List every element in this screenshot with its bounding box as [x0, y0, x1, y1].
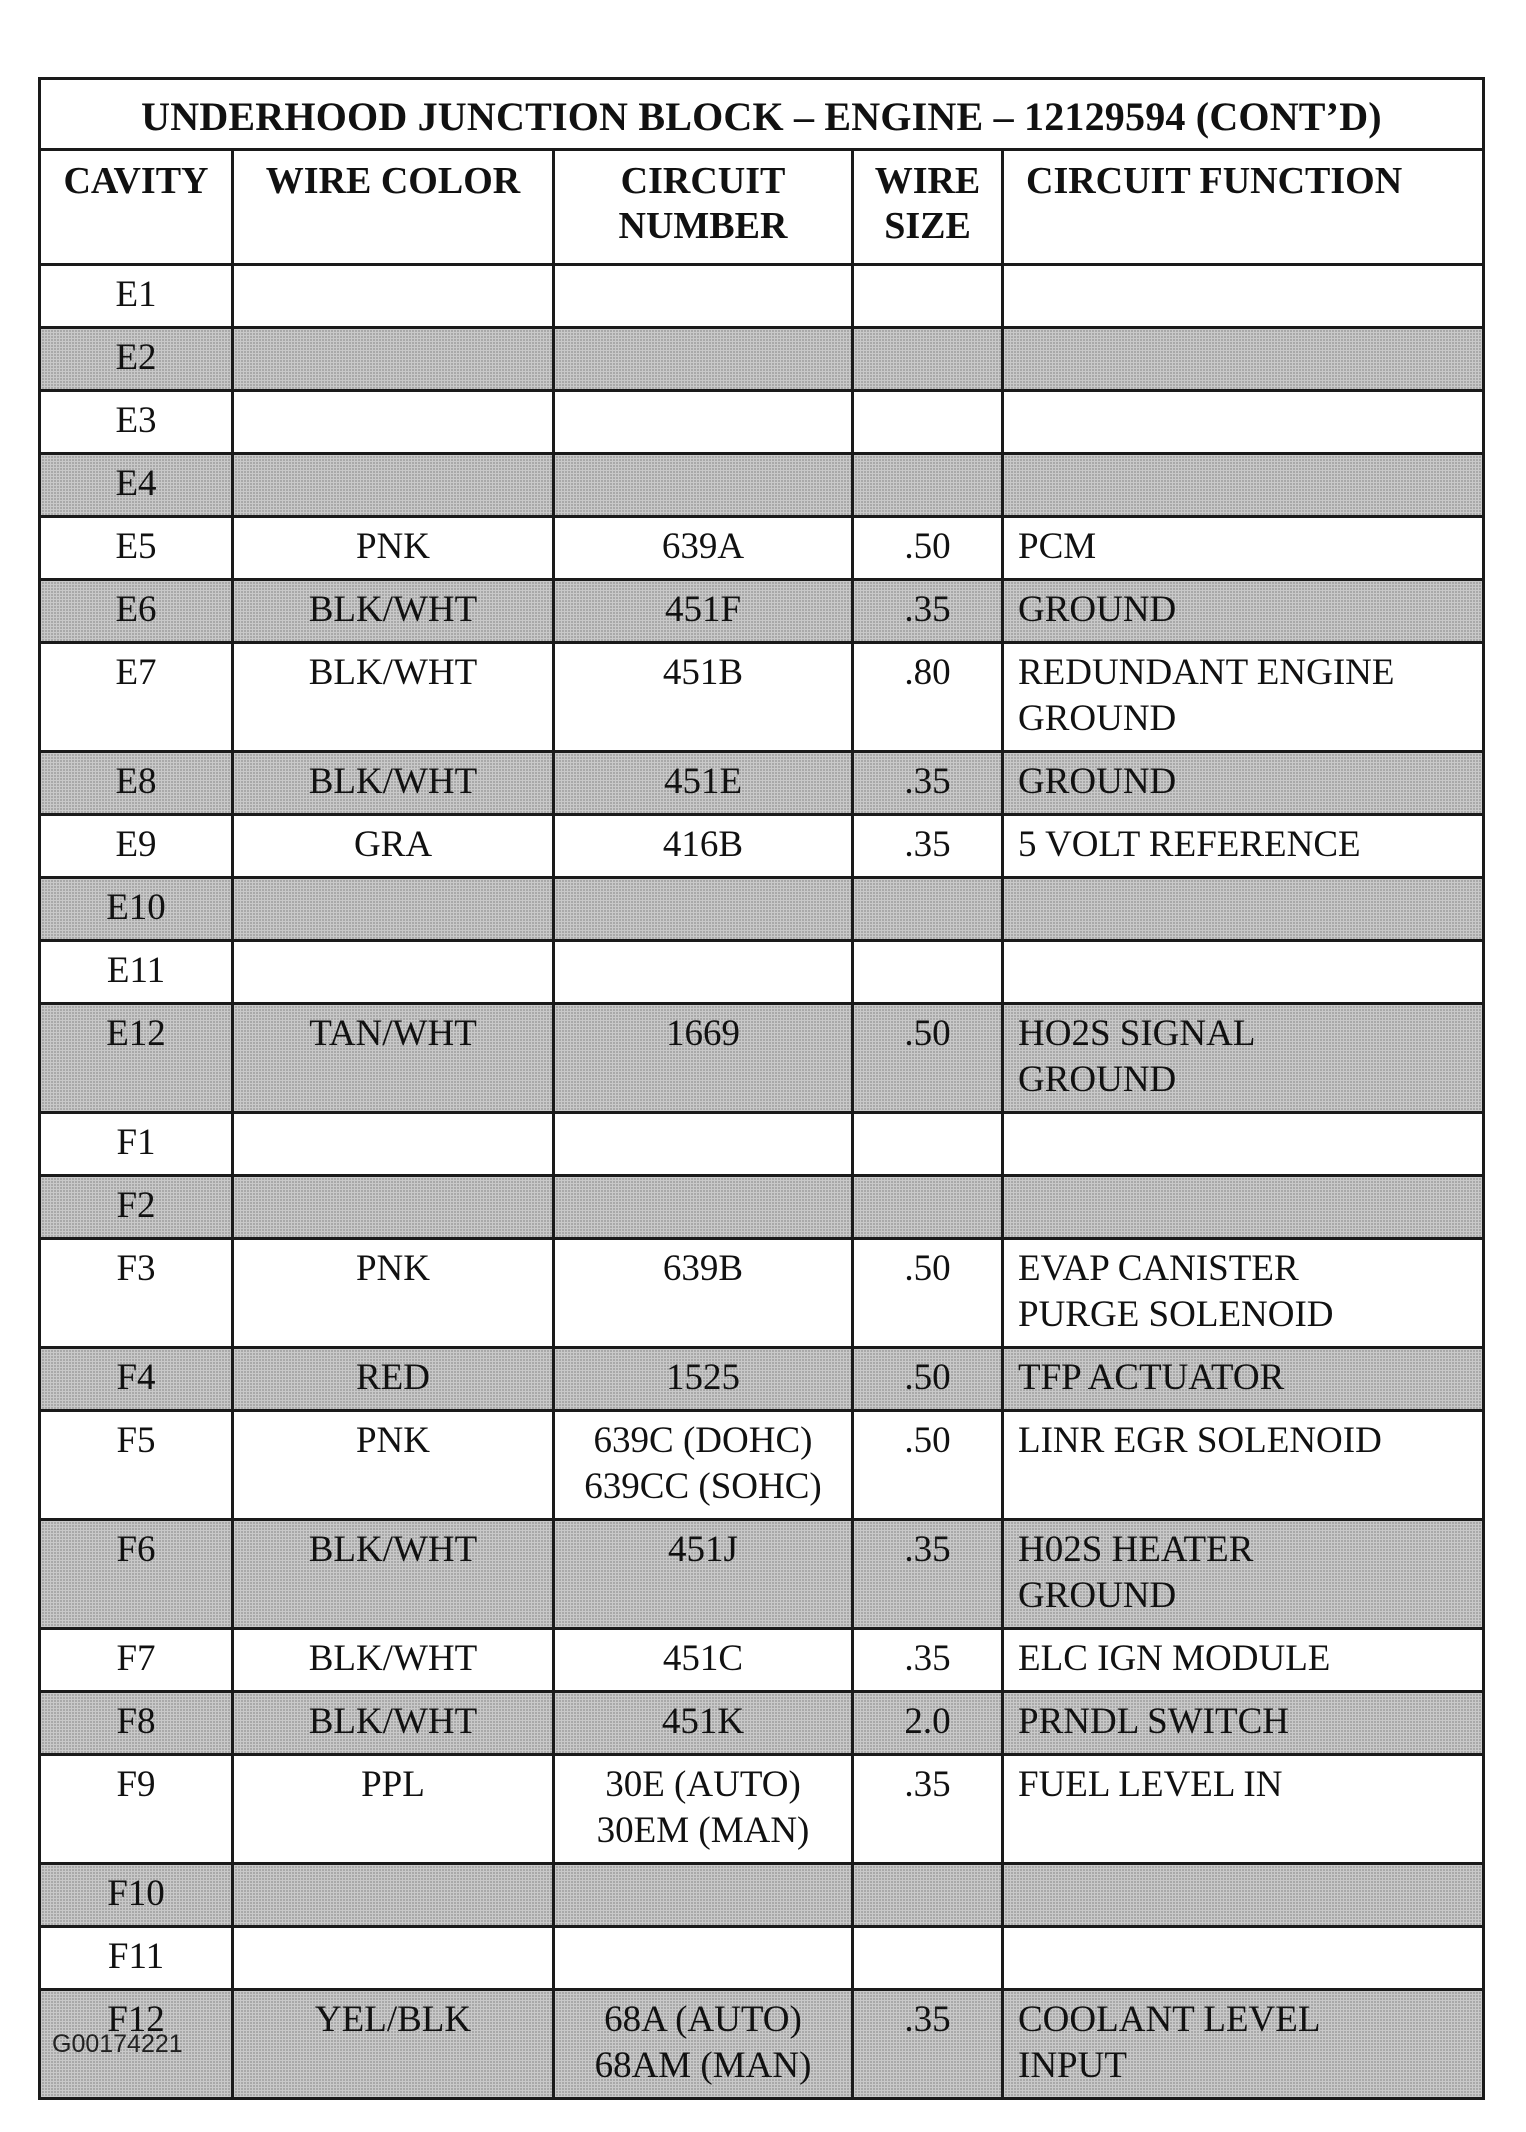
circuit-function-cell: [1003, 878, 1484, 941]
cavity-cell: [40, 1348, 233, 1411]
wire-color-cell: [233, 1629, 554, 1692]
wire-size-cell: [853, 1004, 1003, 1113]
circuit-number-cell: [554, 1176, 853, 1239]
circuit-number-cell-line1: 1525: [666, 1357, 740, 1398]
wire-color-cell-line1: RED: [356, 1357, 430, 1398]
cavity-cell: [40, 517, 233, 580]
wire-size-cell: [853, 1348, 1003, 1411]
header-wire-color: WIRE COLOR: [233, 150, 554, 265]
wire-size-cell: [853, 580, 1003, 643]
cavity-cell: [40, 1692, 233, 1755]
cavity-cell-line1: F2: [116, 1185, 156, 1226]
circuit-number-cell: [554, 1113, 853, 1176]
circuit-number-cell: [554, 643, 853, 752]
wire-color-cell: [233, 454, 554, 517]
circuit-number-cell: [554, 815, 853, 878]
table-row: [40, 1239, 1484, 1348]
circuit-number-cell-line1: 451J: [668, 1529, 738, 1570]
table-row: [40, 815, 1484, 878]
circuit-number-cell: [554, 328, 853, 391]
circuit-function-cell: [1003, 391, 1484, 454]
circuit-function-cell-line2: GROUND: [1018, 1059, 1177, 1100]
header-wire-size-line2: SIZE: [884, 205, 971, 247]
circuit-number-cell-line1: 451B: [662, 652, 744, 693]
circuit-function-cell-line1: PRNDL SWITCH: [1018, 1701, 1289, 1742]
wire-color-cell-line1: BLK/WHT: [308, 761, 478, 802]
circuit-number-cell: [554, 752, 853, 815]
wire-color-cell-line1: BLK/WHT: [308, 652, 478, 693]
circuit-number-cell: [554, 1927, 853, 1990]
cavity-cell: [40, 941, 233, 1004]
cavity-cell-line1: E12: [106, 1013, 166, 1054]
table-row: [40, 643, 1484, 752]
wire-color-cell-line1: TAN/WHT: [309, 1013, 477, 1054]
wire-size-cell-line1: .35: [904, 1529, 951, 1570]
circuit-function-cell-line2: PURGE SOLENOID: [1018, 1294, 1334, 1335]
table-row: [40, 1520, 1484, 1629]
table-row: [40, 1411, 1484, 1520]
circuit-function-cell: [1003, 580, 1484, 643]
wire-size-cell-line1: .35: [904, 1638, 951, 1679]
circuit-number-cell: [554, 580, 853, 643]
circuit-number-cell-line1: 451K: [661, 1701, 745, 1742]
circuit-function-cell: [1003, 1411, 1484, 1520]
wire-color-cell-line1: BLK/WHT: [308, 1701, 478, 1742]
wire-color-cell: [233, 1864, 554, 1927]
cavity-cell: [40, 265, 233, 328]
cavity-cell-line1: F12: [107, 1999, 165, 2040]
wire-size-cell-line1: .35: [904, 589, 951, 630]
cavity-cell-line1: E8: [115, 761, 157, 802]
circuit-number-cell-line1: 639C (DOHC): [593, 1420, 813, 1461]
wire-size-cell: [853, 643, 1003, 752]
cavity-cell: [40, 1004, 233, 1113]
circuit-function-cell: [1003, 643, 1484, 752]
circuit-function-cell: [1003, 1348, 1484, 1411]
cavity-cell-line1: F8: [116, 1701, 156, 1742]
wire-color-cell: [233, 328, 554, 391]
cavity-cell-line1: F11: [107, 1936, 165, 1977]
circuit-number-cell: [554, 1411, 853, 1520]
circuit-number-cell: [554, 517, 853, 580]
cavity-cell-line1: F4: [116, 1357, 156, 1398]
wire-color-cell-line1: PPL: [361, 1764, 425, 1805]
cavity-cell-line1: F6: [116, 1529, 156, 1570]
wire-size-cell-line1: .35: [904, 824, 951, 865]
table-row: [40, 1990, 1484, 2099]
wire-size-cell: [853, 941, 1003, 1004]
wire-size-cell-line1: .50: [904, 1013, 951, 1054]
cavity-cell: [40, 1864, 233, 1927]
table-row: [40, 1864, 1484, 1927]
wire-size-cell: [853, 1629, 1003, 1692]
wire-size-cell: [853, 1113, 1003, 1176]
circuit-function-cell: [1003, 1520, 1484, 1629]
wire-size-cell: [853, 391, 1003, 454]
header-wire-size-line1: WIRE: [874, 160, 981, 202]
wire-size-cell-line1: .50: [904, 526, 951, 567]
cavity-cell-line1: F3: [116, 1248, 156, 1289]
wire-color-cell-line1: PNK: [355, 1420, 431, 1461]
circuit-function-cell: [1003, 1629, 1484, 1692]
cavity-cell-line1: E9: [115, 824, 157, 865]
circuit-number-cell: [554, 1004, 853, 1113]
table-row: [40, 391, 1484, 454]
circuit-number-cell-line1: 639A: [661, 526, 745, 567]
circuit-function-cell-line1: 5 VOLT REFERENCE: [1018, 824, 1361, 865]
circuit-function-cell-line1: EVAP CANISTER: [1018, 1248, 1299, 1289]
wire-size-cell: [853, 878, 1003, 941]
wire-size-cell-line1: .80: [904, 652, 951, 693]
circuit-function-cell-line1: GROUND: [1018, 761, 1177, 802]
header-circuit-number: [554, 150, 853, 265]
cavity-cell: [40, 643, 233, 752]
table-row: [40, 517, 1484, 580]
wire-color-cell-line1: PNK: [355, 526, 431, 567]
junction-block-table-sheet: [38, 77, 1482, 2100]
table-row: [40, 1692, 1484, 1755]
wire-size-cell: [853, 454, 1003, 517]
cavity-cell: [40, 1239, 233, 1348]
wire-color-cell: [233, 580, 554, 643]
table-row: [40, 1113, 1484, 1176]
wire-size-cell-line1: .35: [904, 1764, 951, 1805]
cavity-cell: [40, 1520, 233, 1629]
cavity-cell: [40, 1113, 233, 1176]
wire-color-cell: [233, 391, 554, 454]
wire-size-cell: [853, 1990, 1003, 2099]
cavity-cell-line1: E1: [115, 274, 157, 315]
cavity-cell: [40, 1755, 233, 1864]
circuit-function-cell-line1: PCM: [1018, 526, 1097, 567]
wire-size-cell: [853, 1927, 1003, 1990]
circuit-number-cell-line2: 68AM (MAN): [594, 2045, 812, 2086]
header-circuit-function: CIRCUIT FUNCTION: [1003, 150, 1484, 265]
circuit-function-cell: [1003, 941, 1484, 1004]
table-row: [40, 1629, 1484, 1692]
cavity-cell-line1: E11: [106, 950, 166, 991]
wire-size-cell: [853, 517, 1003, 580]
circuit-function-cell: [1003, 454, 1484, 517]
wire-size-cell: [853, 265, 1003, 328]
cavity-cell-line1: F9: [116, 1764, 156, 1805]
wire-color-cell: [233, 1411, 554, 1520]
table-title: UNDERHOOD JUNCTION BLOCK – ENGINE – 12129594 (CONT’D): [40, 79, 1484, 150]
circuit-function-cell: [1003, 752, 1484, 815]
circuit-number-cell-line1: 451C: [662, 1638, 744, 1679]
circuit-function-cell-line1: COOLANT LEVEL: [1018, 1999, 1321, 2040]
circuit-number-cell: [554, 941, 853, 1004]
wire-color-cell: [233, 1004, 554, 1113]
circuit-number-cell: [554, 1755, 853, 1864]
wire-size-cell: [853, 1864, 1003, 1927]
cavity-cell-line1: F10: [107, 1873, 165, 1914]
circuit-number-cell-line2: 30EM (MAN): [596, 1810, 810, 1851]
wire-color-cell-line1: BLK/WHT: [308, 1529, 478, 1570]
cavity-cell: [40, 1927, 233, 1990]
cavity-cell-line1: E7: [115, 652, 157, 693]
wire-size-cell: [853, 1520, 1003, 1629]
table-row: [40, 878, 1484, 941]
wire-size-cell: [853, 328, 1003, 391]
cavity-cell: [40, 815, 233, 878]
cavity-cell-line1: E5: [115, 526, 157, 567]
circuit-number-cell-line1: 639B: [662, 1248, 744, 1289]
wire-color-cell: [233, 517, 554, 580]
circuit-number-cell-line1: 451F: [664, 589, 742, 630]
wire-color-cell: [233, 878, 554, 941]
circuit-function-cell-line1: LINR EGR SOLENOID: [1018, 1420, 1382, 1461]
circuit-function-cell: [1003, 1004, 1484, 1113]
table-row: [40, 1348, 1484, 1411]
circuit-function-cell: [1003, 815, 1484, 878]
cavity-cell-line1: E3: [115, 400, 157, 441]
cavity-cell: [40, 328, 233, 391]
cavity-cell-line1: F1: [116, 1122, 156, 1163]
circuit-function-cell: [1003, 1239, 1484, 1348]
circuit-function-cell: [1003, 328, 1484, 391]
wire-color-cell: [233, 941, 554, 1004]
wire-size-cell: [853, 1411, 1003, 1520]
circuit-function-cell-line1: GROUND: [1018, 589, 1177, 630]
wire-color-cell: [233, 643, 554, 752]
circuit-number-cell-line1: 1669: [666, 1013, 740, 1054]
circuit-number-cell: [554, 454, 853, 517]
wire-color-cell-line1: YEL/BLK: [314, 1999, 472, 2040]
cavity-cell: [40, 1411, 233, 1520]
cavity-cell: [40, 1176, 233, 1239]
table-row: [40, 1176, 1484, 1239]
cavity-cell-line1: F7: [116, 1638, 156, 1679]
wire-size-cell-line1: .35: [904, 761, 951, 802]
wire-size-cell-line1: .50: [904, 1248, 951, 1289]
table-body: [40, 265, 1484, 2099]
circuit-function-cell-line1: H02S HEATER: [1018, 1529, 1254, 1570]
wire-color-cell: [233, 265, 554, 328]
circuit-number-cell: [554, 1990, 853, 2099]
cavity-cell: [40, 454, 233, 517]
circuit-function-cell: [1003, 1176, 1484, 1239]
wire-size-cell-line1: .50: [904, 1420, 951, 1461]
cavity-cell: [40, 391, 233, 454]
circuit-number-cell-line2: 639CC (SOHC): [584, 1466, 822, 1507]
wire-color-cell: [233, 1348, 554, 1411]
circuit-number-cell-line1: 68A (AUTO): [604, 1999, 802, 2040]
wire-color-cell: [233, 1990, 554, 2099]
wire-size-cell: [853, 815, 1003, 878]
wire-size-cell-line1: 2.0: [904, 1701, 951, 1742]
circuit-function-cell-line1: TFP ACTUATOR: [1018, 1357, 1285, 1398]
wire-color-cell: [233, 815, 554, 878]
wire-size-cell-line1: .35: [904, 1999, 951, 2040]
table-row: [40, 1755, 1484, 1864]
wire-color-cell: [233, 1520, 554, 1629]
wire-color-cell-line1: BLK/WHT: [308, 589, 478, 630]
table-row: [40, 941, 1484, 1004]
circuit-function-cell-line2: INPUT: [1018, 2045, 1127, 2086]
circuit-function-cell-line1: REDUNDANT ENGINE: [1018, 652, 1395, 693]
wire-color-cell: [233, 1755, 554, 1864]
circuit-function-cell: [1003, 1864, 1484, 1927]
circuit-number-cell-line1: 451E: [663, 761, 743, 802]
wire-color-cell: [233, 1113, 554, 1176]
circuit-number-cell: [554, 265, 853, 328]
wire-color-cell: [233, 1176, 554, 1239]
cavity-cell: [40, 752, 233, 815]
circuit-function-cell: [1003, 1990, 1484, 2099]
circuit-number-cell: [554, 878, 853, 941]
cavity-cell: [40, 878, 233, 941]
circuit-function-cell-line1: ELC IGN MODULE: [1018, 1638, 1331, 1679]
cavity-cell-line1: E10: [106, 887, 166, 928]
cavity-cell: [40, 580, 233, 643]
cavity-cell-line1: E6: [115, 589, 157, 630]
circuit-number-cell: [554, 1692, 853, 1755]
cavity-cell: [40, 1629, 233, 1692]
table-row: [40, 328, 1484, 391]
circuit-function-cell-line1: FUEL LEVEL IN: [1018, 1764, 1283, 1805]
wire-color-cell: [233, 1927, 554, 1990]
circuit-number-cell: [554, 1520, 853, 1629]
circuit-number-cell-line1: 30E (AUTO): [605, 1764, 801, 1805]
figure-id: G00174221: [52, 2030, 183, 2058]
header-circuit-number-line1: CIRCUIT: [620, 160, 786, 202]
wire-size-cell: [853, 1692, 1003, 1755]
table-row: [40, 1927, 1484, 1990]
wire-color-cell: [233, 1239, 554, 1348]
circuit-function-cell: [1003, 517, 1484, 580]
circuit-number-cell: [554, 1239, 853, 1348]
circuit-function-cell: [1003, 1113, 1484, 1176]
wire-color-cell: [233, 752, 554, 815]
header-cavity: CAVITY: [40, 150, 233, 265]
circuit-number-cell: [554, 391, 853, 454]
table-row: [40, 752, 1484, 815]
table-row: [40, 265, 1484, 328]
cavity-cell-line1: E2: [115, 337, 157, 378]
wire-size-cell-line1: .50: [904, 1357, 951, 1398]
circuit-function-cell-line2: GROUND: [1018, 698, 1177, 739]
header-row: [40, 150, 1484, 265]
wire-color-cell-line1: GRA: [353, 824, 433, 865]
circuit-function-cell-line1: HO2S SIGNAL: [1018, 1013, 1256, 1054]
cavity-cell-line1: F5: [116, 1420, 156, 1461]
cavity-cell-line1: E4: [115, 463, 157, 504]
circuit-function-cell: [1003, 1692, 1484, 1755]
wire-size-cell: [853, 1176, 1003, 1239]
circuit-number-cell: [554, 1864, 853, 1927]
header-wire-size: [853, 150, 1003, 265]
circuit-function-cell: [1003, 265, 1484, 328]
table-row: [40, 580, 1484, 643]
circuit-function-cell-line2: GROUND: [1018, 1575, 1177, 1616]
circuit-number-cell-line1: 416B: [662, 824, 744, 865]
wire-color-cell-line1: PNK: [355, 1248, 431, 1289]
circuit-function-cell: [1003, 1927, 1484, 1990]
circuit-number-cell: [554, 1348, 853, 1411]
wire-size-cell: [853, 1755, 1003, 1864]
wire-size-cell: [853, 1239, 1003, 1348]
junction-block-table: [38, 77, 1485, 2100]
table-row: [40, 454, 1484, 517]
circuit-number-cell: [554, 1629, 853, 1692]
wire-color-cell-line1: BLK/WHT: [308, 1638, 478, 1679]
wire-color-cell: [233, 1692, 554, 1755]
wire-size-cell: [853, 752, 1003, 815]
circuit-function-cell: [1003, 1755, 1484, 1864]
table-row: [40, 1004, 1484, 1113]
header-circuit-number-line2: NUMBER: [618, 205, 788, 247]
